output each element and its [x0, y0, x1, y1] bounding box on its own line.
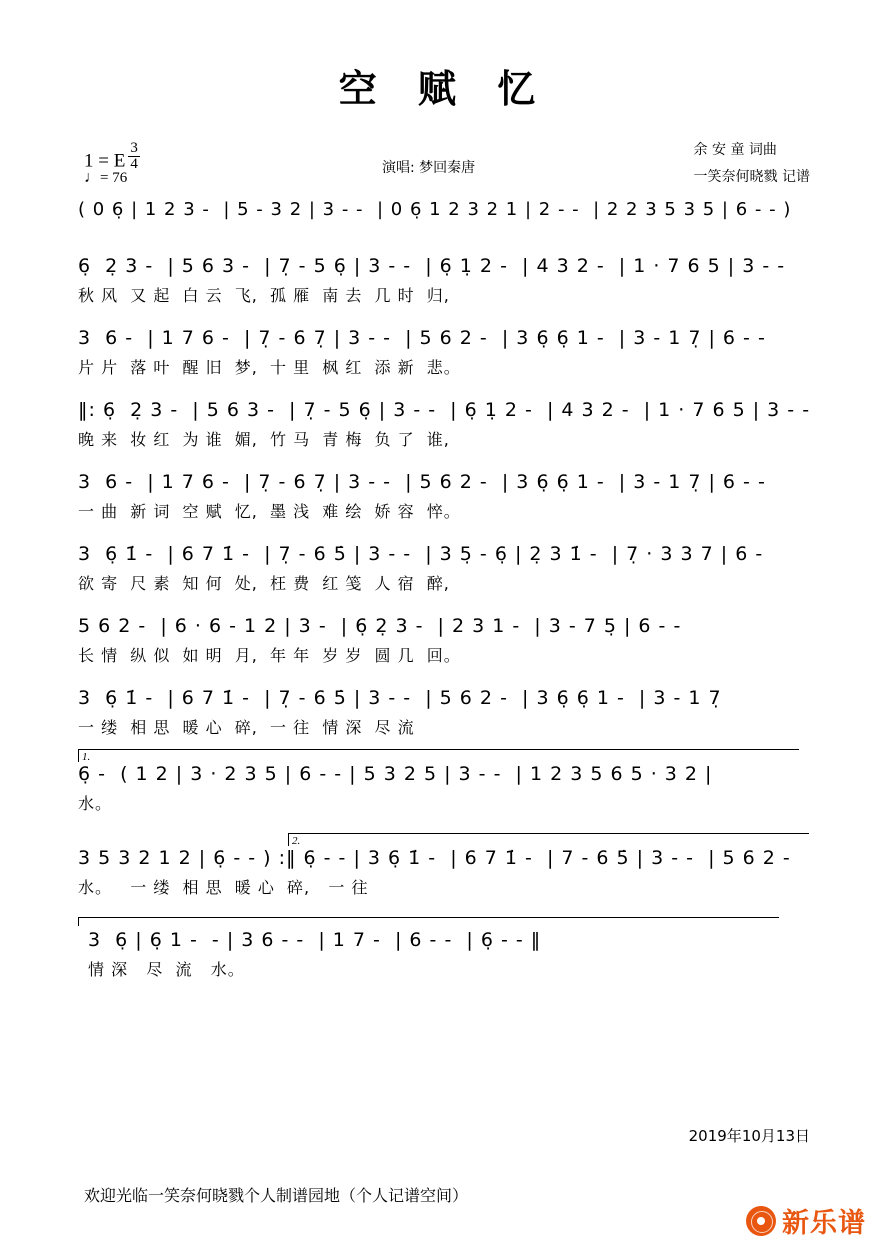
spacer — [78, 459, 836, 469]
notation-row: 5 6 2 - | 6 · 6 - 1 2 | 3 - | 6̣ 2̣ 3 - | 2 3 1 - | 3 - 7 5̣ | 6 - - — [78, 615, 682, 637]
notation-row: 3 6̣ | 6̣ 1 - - | 3 6 - - | 1 7 - | 6 - - | 6̣ - - ‖ — [88, 929, 542, 951]
time-signature-denominator: 4 — [130, 156, 138, 173]
sheet-music-page — [0, 58, 888, 1254]
performer-credit: 演唱: 梦回秦唐 — [382, 160, 476, 176]
spacer — [78, 823, 836, 833]
lyrics-row: 秋 风 又 起 白 云 飞, 孤 雁 南 去 几 时 归, — [78, 286, 450, 305]
key-signature-text: 1 = E — [84, 150, 126, 172]
lyrics-row: 水。 — [78, 794, 113, 813]
spacer — [78, 907, 836, 917]
notation-row: 3 6 - | 1 7 6 - | 7̣ - 6 7̣ | 3 - - | 5 6 2 - | 3 6̣ 6̣ 1 - | 3 - 1 7̣ | 6 - - — [78, 471, 766, 493]
notation-row: 3 6̣ 1̇ - | 6 7 1̇ - | 7̣ - 6 5̇ | 3 - - | 3 5̣ - 6̣ | 2̣ 3 1̇ - | 7̣ · 3 3 7 | 6 - — [78, 543, 764, 565]
key-signature — [84, 141, 140, 173]
score-header — [0, 135, 888, 197]
system-verse4-line1 — [78, 685, 836, 741]
site-logo[interactable] — [746, 1201, 866, 1240]
spacer — [78, 315, 836, 325]
time-signature-numerator: 3 — [130, 140, 138, 156]
notation-row: ( 0 6̣ | 1 2 3 - | 5 - 3 2 | 3 - - | 0 6̣ 1 2 3 2 1 | 2 - - | 2 2 3 5 3 5 | 6 - - ) — [78, 199, 792, 220]
notation-row: 3 6 - | 1 7 6 - | 7̣ - 6 7̣ | 3 - - | 5 6 2 - | 3 6̣ 6̣ 1 - | 3 - 1 7̣ | 6 - - — [78, 327, 766, 349]
notator-credit: 一笑奈何晓戮 记谱 — [693, 168, 810, 185]
volta-number: 2. — [292, 835, 301, 847]
spacer — [78, 233, 836, 253]
notation-row: 6̣ - ( 1 2 | 3 · 2 3 5 | 6 - - | 5 3 2 5 | 3 - - | 1 2 3 5 6 5 · 3 2 | — [78, 763, 713, 785]
spacer — [78, 531, 836, 541]
volta-number: 1. — [82, 751, 91, 763]
footer-note: 欢迎光临一笑奈何晓戮个人制谱园地（个人记谱空间） — [84, 1186, 469, 1205]
volta-bracket-2 — [288, 833, 809, 846]
lyrics-row: 欲 寄 尺 素 知 何 处, 枉 费 红 笺 人 宿 醉, — [78, 574, 450, 593]
time-signature — [128, 141, 140, 173]
system-ending-1 — [78, 747, 836, 817]
vinyl-disc-icon — [746, 1206, 776, 1236]
site-logo-text: 新乐谱 — [782, 1208, 866, 1239]
lyrics-row: 片 片 落 叶 醒 旧 梦, 十 里 枫 红 添 新 悲。 — [78, 358, 461, 377]
page-title: 空 赋 忆 — [338, 66, 550, 111]
notation-row: 3 6̣ 1̇ - | 6 7 1̇ - | 7̣ - 6 5̇ | 3 - - | 5 6 2 - | 3 6̣ 6̣ 1 - | 3 - 1 7̣ — [78, 687, 722, 709]
system-verse3-line1 — [78, 541, 836, 597]
system-verse2-line2 — [78, 469, 836, 525]
system-final — [78, 917, 836, 983]
lyrics-row: 情 深 尽 流 水。 — [88, 960, 245, 979]
lyrics-row: 水。 一 缕 相 思 暖 心 碎, 一 往 — [78, 878, 369, 897]
spacer — [78, 675, 836, 685]
composer-credit: 余 安 童 词曲 — [693, 142, 777, 158]
final-bracket — [78, 917, 779, 926]
system-verse2-line1 — [78, 397, 836, 453]
lyrics-row: 一 曲 新 词 空 赋 忆, 墨 浅 难 绘 娇 容 悴。 — [78, 502, 461, 521]
lyrics-row: 一 缕 相 思 暖 心 碎, 一 往 情 深 尽 流 — [78, 718, 415, 737]
system-verse3-line2 — [78, 613, 836, 669]
tempo-marking — [84, 169, 127, 187]
notation-date: 2019年10月13日 — [688, 1127, 810, 1145]
score-body — [78, 197, 836, 983]
lyrics-row: 晚 来 妆 红 为 谁 媚, 竹 马 青 梅 负 了 谁, — [78, 430, 450, 449]
system-verse1-line1 — [78, 253, 836, 309]
system-ending-2 — [78, 833, 836, 901]
volta-bracket-1 — [78, 749, 799, 762]
system-verse1-line2 — [78, 325, 836, 381]
quarter-note-icon: ♩ — [84, 169, 100, 186]
notation-row: 6̣ 2̣ 3 - | 5 6 3 - | 7̣ - 5 6̣ | 3 - - | 6̣ 1̣ 2 - | 4 3 2 - | 1 · 7 6 5 | 3 - - — [78, 255, 786, 277]
notation-row: 3 5 3 2 1 2 | 6̣ - - ) :‖ 6̣ - - | 3 6̣ 1̇ - | 6 7 1̇ - | 7 - 6 5̇ | 3 - - | 5 6 2 - — [78, 847, 791, 869]
notation-row: ‖: 6̣ 2̣ 3 - | 5 6 3 - | 7̣ - 5 6̣ | 3 - - | 6̣ 1̣ 2 - | 4 3 2 - | 1 · 7 6 5 | 3 - - — [78, 399, 811, 421]
spacer — [78, 603, 836, 613]
tempo-value: = 76 — [100, 170, 128, 186]
spacer — [78, 387, 836, 397]
credits-block — [694, 137, 810, 190]
system-intro — [78, 197, 836, 227]
lyrics-row: 长 情 纵 似 如 明 月, 年 年 岁 岁 圆 几 回。 — [78, 646, 461, 665]
